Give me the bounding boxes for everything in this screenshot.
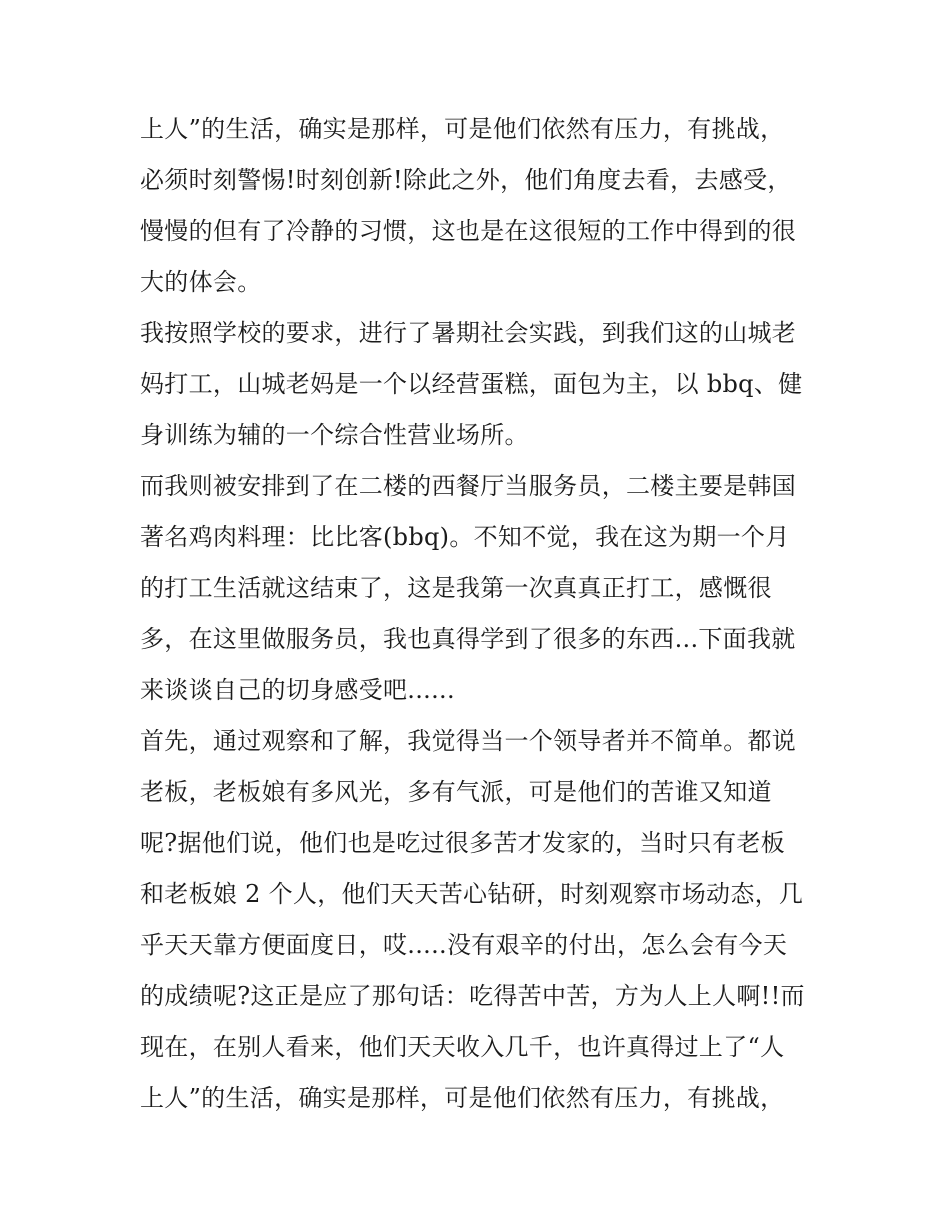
text-line: 现在，在别人看来，他们天天收入几千，也许真得过上了“人 [140, 1033, 785, 1061]
body-text [140, 104, 820, 1124]
text-line: 身训练为辅的一个综合性营业场所。 [140, 421, 529, 449]
text-line: 首先，通过观察和了解，我觉得当一个领导者并不简单。都说 [140, 727, 797, 755]
text-line: 妈打工，山城老妈是一个以经营蛋糕，面包为主，以 bbq、健 [140, 370, 803, 398]
text-line: 呢?据他们说，他们也是吃过很多苦才发家的，当时只有老板 [140, 829, 785, 857]
text-line: 来谈谈自己的切身感受吧...... [140, 676, 455, 704]
text-line: 而我则被安排到了在二楼的西餐厅当服务员，二楼主要是韩国 [140, 472, 797, 500]
text-line: 的打工生活就这结束了，这是我第一次真真正打工，感慨很 [140, 574, 772, 602]
text-line: 我按照学校的要求，进行了暑期社会实践，到我们这的山城老 [140, 319, 797, 347]
text-line: 上人”的生活，确实是那样，可是他们依然有压力，有挑战， [140, 1084, 785, 1112]
text-line: 乎天天靠方便面度日，哎.....没有艰辛的付出，怎么会有今天 [140, 931, 788, 959]
text-line: 必须时刻警惕!时刻创新!除此之外，他们角度去看，去感受， [140, 166, 792, 194]
text-line: 大的体会。 [140, 268, 262, 296]
text-line: 著名鸡肉料理：比比客(bbq)。不知不觉，我在这为期一个月 [140, 523, 790, 551]
text-line: 老板，老板娘有多风光，多有气派，可是他们的苦谁又知道 [140, 778, 772, 806]
text-line: 上人”的生活，确实是那样，可是他们依然有压力，有挑战， [140, 115, 785, 143]
text-line: 和老板娘 2 个人，他们天天苦心钻研，时刻观察市场动态，几 [140, 880, 804, 908]
text-line: 的成绩呢?这正是应了那句话：吃得苦中苦，方为人上人啊!!而 [140, 982, 805, 1010]
text-line: 多，在这里做服务员，我也真得学到了很多的东西...下面我就 [140, 625, 796, 653]
text-line: 慢慢的但有了冷静的习惯，这也是在这很短的工作中得到的很 [140, 217, 797, 245]
